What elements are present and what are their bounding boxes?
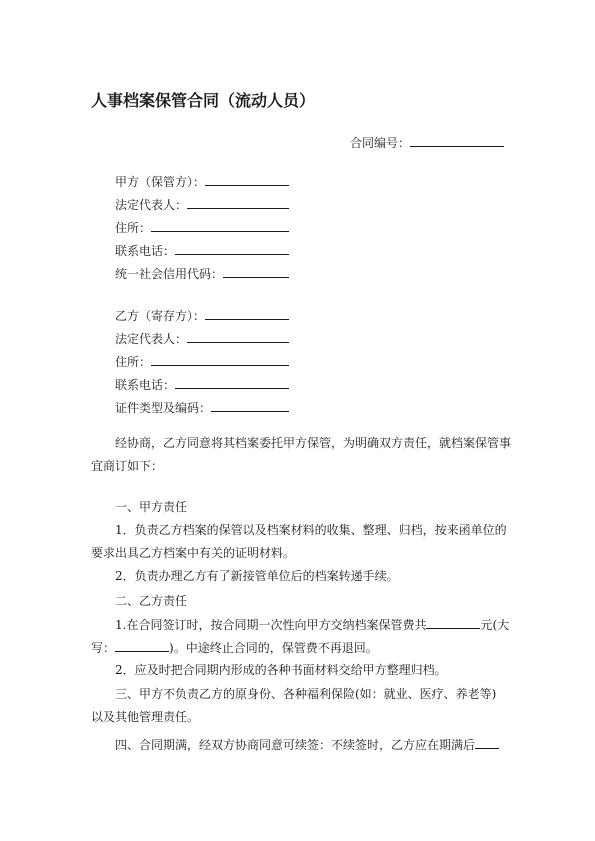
party-b-phone [115,375,289,393]
contract-number [350,133,504,151]
fee-words-blank[interactable] [115,638,169,652]
party-b-name-label: 乙方（寄存方）： [115,309,206,323]
party-b-address-label: 住所： [115,355,152,369]
party-a-phone-blank[interactable] [175,241,289,255]
party-b-id [115,398,289,416]
party-b-id-label: 证件类型及编码： [115,401,212,415]
party-a-address [115,218,289,236]
section-2-item-1-line-1 [91,615,530,633]
fee-amount-blank[interactable] [426,615,480,629]
party-b-representative [115,329,289,347]
party-b-id-blank[interactable] [211,398,289,412]
party-a-phone [115,241,289,259]
party-b-name [115,306,289,324]
section-4-blank[interactable] [475,735,499,749]
section-1-item-2: 2．负责办理乙方有了新接管单位后的档案转递手续。 [115,569,399,583]
party-a-rep-label: 法定代表人： [115,198,188,212]
section-3-line-1: 三、甲方不负责乙方的原身份、各种福利保险(如：就业、医疗、养老等) [115,687,497,701]
fee-text: 1.在合同签订时，按合同期一次性向甲方交纳档案保管费共 [115,618,427,632]
party-b-phone-blank[interactable] [175,375,289,389]
party-a-credit-code [115,264,289,282]
section-2-item-1-line-2 [91,638,506,656]
party-b-phone-label: 联系电话： [115,378,176,392]
party-b-name-blank[interactable] [205,306,289,320]
party-b-rep-label: 法定代表人： [115,332,188,346]
fee-unit-text: 元(大 [480,618,510,632]
party-a-address-blank[interactable] [151,218,289,232]
party-a-phone-label: 联系电话： [115,244,176,258]
section-1-heading: 一、甲方责任 [115,500,188,514]
party-b-address-blank[interactable] [151,352,289,366]
contract-number-label: 合同编号： [349,136,410,150]
fee-words-label: 写： [91,641,116,655]
party-a-name-label: 甲方（保管方）： [115,175,206,189]
party-a-credit-code-label: 统一社会信用代码： [115,267,224,281]
party-a-rep-blank[interactable] [187,195,289,209]
fee-refund-text: )。中途终止合同的，保管费不再退回。 [169,641,378,655]
party-a-name [115,172,289,190]
section-3-line-2: 以及其他管理责任。 [91,710,200,724]
intro-line-1: 经协商，乙方同意将其档案委托甲方保管，为明确双方责任，就档案保管事 [115,436,512,450]
party-a-representative [115,195,289,213]
document-title: 人事档案保管合同（流动人员） [91,91,316,110]
party-a-credit-code-blank[interactable] [223,264,289,278]
party-b-address [115,352,289,370]
party-b-rep-blank[interactable] [187,329,289,343]
contract-number-blank[interactable] [410,133,504,147]
party-a-name-blank[interactable] [205,172,289,186]
section-2-item-2: 2．应及时把合同期内形成的各种书面材料交给甲方整理归档。 [115,663,447,677]
section-2-heading: 二、乙方责任 [115,594,188,608]
section-1-item-1-line-2: 要求出具乙方档案中有关的证明材料。 [91,546,296,560]
party-a-address-label: 住所： [115,221,152,235]
section-4-text: 四、合同期满，经双方协商同意可续签：不续签时，乙方应在期满后 [115,738,476,752]
intro-line-2: 宜商订如下： [91,459,164,473]
section-1-item-1-line-1: 1．负责乙方档案的保管以及档案材料的收集、整理、归档，按来函单位的 [115,523,507,537]
section-4-line-1 [91,735,530,753]
